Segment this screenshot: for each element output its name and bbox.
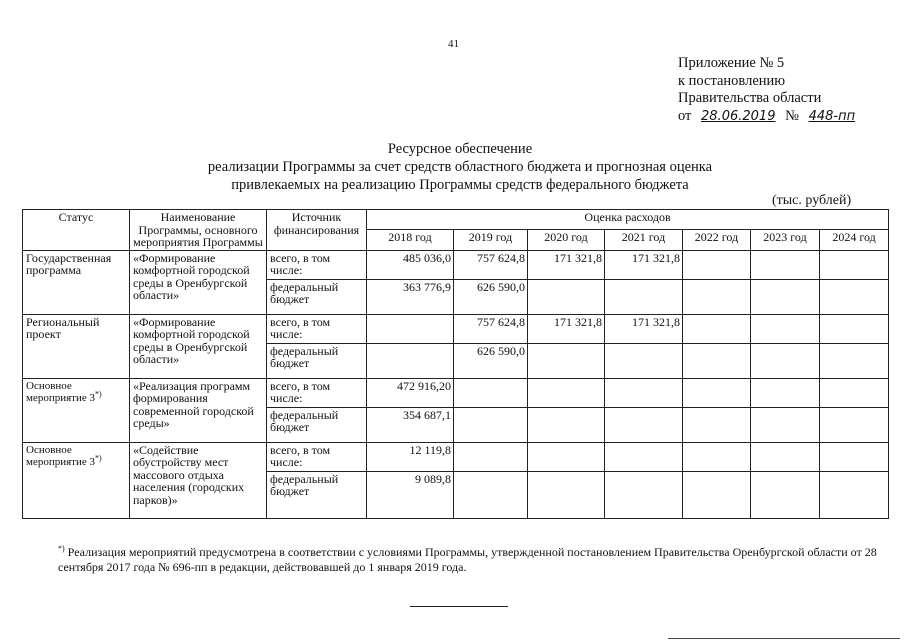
appendix-line-2: к постановлению [678, 72, 786, 89]
footnote-marker: *) [95, 452, 102, 462]
value-cell [683, 442, 751, 471]
row-status [23, 378, 130, 442]
value-cell: 171 321,8 [528, 250, 605, 279]
value-cell [751, 314, 820, 343]
row-name: «Формирование комфортной городской среды в Оренбургской области» [130, 250, 267, 314]
value-cell [528, 279, 605, 314]
table-header-row [23, 210, 889, 230]
value-cell: 757 624,8 [454, 314, 528, 343]
appendix-block [678, 55, 861, 125]
row-source: федеральный бюджет [267, 343, 367, 378]
value-cell [683, 343, 751, 378]
value-cell: 626 590,0 [454, 279, 528, 314]
value-cell [820, 471, 889, 518]
value-cell: 757 624,8 [454, 250, 528, 279]
value-cell [605, 471, 683, 518]
value-cell [528, 442, 605, 471]
header-year: 2024 год [820, 230, 889, 250]
appendix-line-1: Приложение № 5 [678, 55, 785, 71]
value-cell: 472 916,20 [367, 378, 454, 407]
header-year: 2020 год [528, 230, 605, 250]
footnote [58, 545, 878, 575]
header-year: 2021 год [605, 230, 683, 250]
value-cell [683, 314, 751, 343]
footnote-text: Реализация мероприятий предусмотрена в соответствии с условиями Программы, утвержденной постановлением Правительства Оренбургской области от 28 сентября 2017 года № 696-пп в редакции, действовавшей до 1 января 2019 года. [58, 545, 877, 574]
row-source: федеральный бюджет [267, 279, 367, 314]
page-number: 41 [448, 38, 459, 50]
value-cell [820, 343, 889, 378]
row-status [23, 442, 130, 518]
header-year: 2023 год [751, 230, 820, 250]
row-status: Региональный проект [23, 314, 130, 378]
header-year: 2018 год [367, 230, 454, 250]
footnote-marker: *) [95, 388, 102, 398]
appendix-date-line [678, 108, 861, 126]
value-cell [820, 279, 889, 314]
value-cell [751, 250, 820, 279]
header-status: Статус [23, 210, 130, 251]
value-cell [605, 378, 683, 407]
value-cell [454, 378, 528, 407]
units-label: (тыс. рублей) [772, 193, 852, 208]
handwritten-date: 28.06.2019 [701, 108, 776, 124]
value-cell [751, 407, 820, 442]
resource-table [22, 209, 889, 519]
value-cell [528, 378, 605, 407]
value-cell: 363 776,9 [367, 279, 454, 314]
table-row [23, 314, 889, 343]
title-line-2: реализации Программы за счет средств областного бюджета и прогнозная оценка [207, 159, 713, 175]
value-cell: 9 089,8 [367, 471, 454, 518]
value-cell [751, 378, 820, 407]
title-line-1: Ресурсное обеспечение [387, 141, 533, 157]
value-cell: 171 321,8 [528, 314, 605, 343]
header-year: 2019 год [454, 230, 528, 250]
value-cell [528, 343, 605, 378]
row-source: всего, в том числе: [267, 314, 367, 343]
value-cell [367, 314, 454, 343]
value-cell [528, 471, 605, 518]
value-cell: 485 036,0 [367, 250, 454, 279]
value-cell [820, 378, 889, 407]
row-source: федеральный бюджет [267, 407, 367, 442]
bottom-edge-line [668, 638, 900, 639]
title-line-3: привлекаемых на реализацию Программы средств федерального бюджета [231, 177, 689, 193]
header-name: Наименование Программы, основного мероприятия Программы [130, 210, 267, 251]
value-cell [454, 407, 528, 442]
value-cell [528, 407, 605, 442]
row-source: федеральный бюджет [267, 471, 367, 518]
value-cell [683, 407, 751, 442]
row-name: «Содействие обустройству мест массового отдыха населения (городских парков)» [130, 442, 267, 518]
table-row [23, 442, 889, 471]
row-status-text: Основное мероприятие 3 [26, 443, 96, 468]
row-source: всего, в том числе: [267, 250, 367, 279]
row-name: «Формирование комфортной городской среды в Оренбургской области» [130, 314, 267, 378]
separator-line [410, 606, 508, 607]
header-estimate: Оценка расходов [367, 210, 889, 230]
value-cell [751, 343, 820, 378]
value-cell [751, 442, 820, 471]
footnote-marker: *) [58, 544, 65, 553]
value-cell: 626 590,0 [454, 343, 528, 378]
value-cell [683, 471, 751, 518]
value-cell [820, 314, 889, 343]
value-cell: 171 321,8 [605, 314, 683, 343]
value-cell [454, 442, 528, 471]
value-cell [605, 407, 683, 442]
value-cell [605, 442, 683, 471]
value-cell [820, 442, 889, 471]
row-status: Государственная программа [23, 250, 130, 314]
table-row [23, 250, 889, 279]
value-cell: 354 687,1 [367, 407, 454, 442]
number-prefix: № [785, 107, 799, 124]
row-status-text: Основное мероприятие 3 [26, 379, 96, 404]
handwritten-number: 448-пп [808, 108, 856, 124]
appendix-line-3: Правительства области [678, 90, 822, 106]
value-cell [454, 471, 528, 518]
value-cell [683, 250, 751, 279]
value-cell [751, 279, 820, 314]
value-cell [751, 471, 820, 518]
value-cell [605, 279, 683, 314]
value-cell [820, 407, 889, 442]
table-row [23, 378, 889, 407]
row-name: «Реализация программ формирования современной городской среды» [130, 378, 267, 442]
value-cell [683, 378, 751, 407]
row-source: всего, в том числе: [267, 378, 367, 407]
header-year: 2022 год [683, 230, 751, 250]
value-cell: 171 321,8 [605, 250, 683, 279]
date-prefix: от [678, 107, 692, 124]
document-title [140, 140, 780, 194]
value-cell [820, 250, 889, 279]
header-source: Источник финансирования [267, 210, 367, 251]
value-cell [367, 343, 454, 378]
row-source: всего, в том числе: [267, 442, 367, 471]
value-cell: 12 119,8 [367, 442, 454, 471]
value-cell [683, 279, 751, 314]
value-cell [605, 343, 683, 378]
